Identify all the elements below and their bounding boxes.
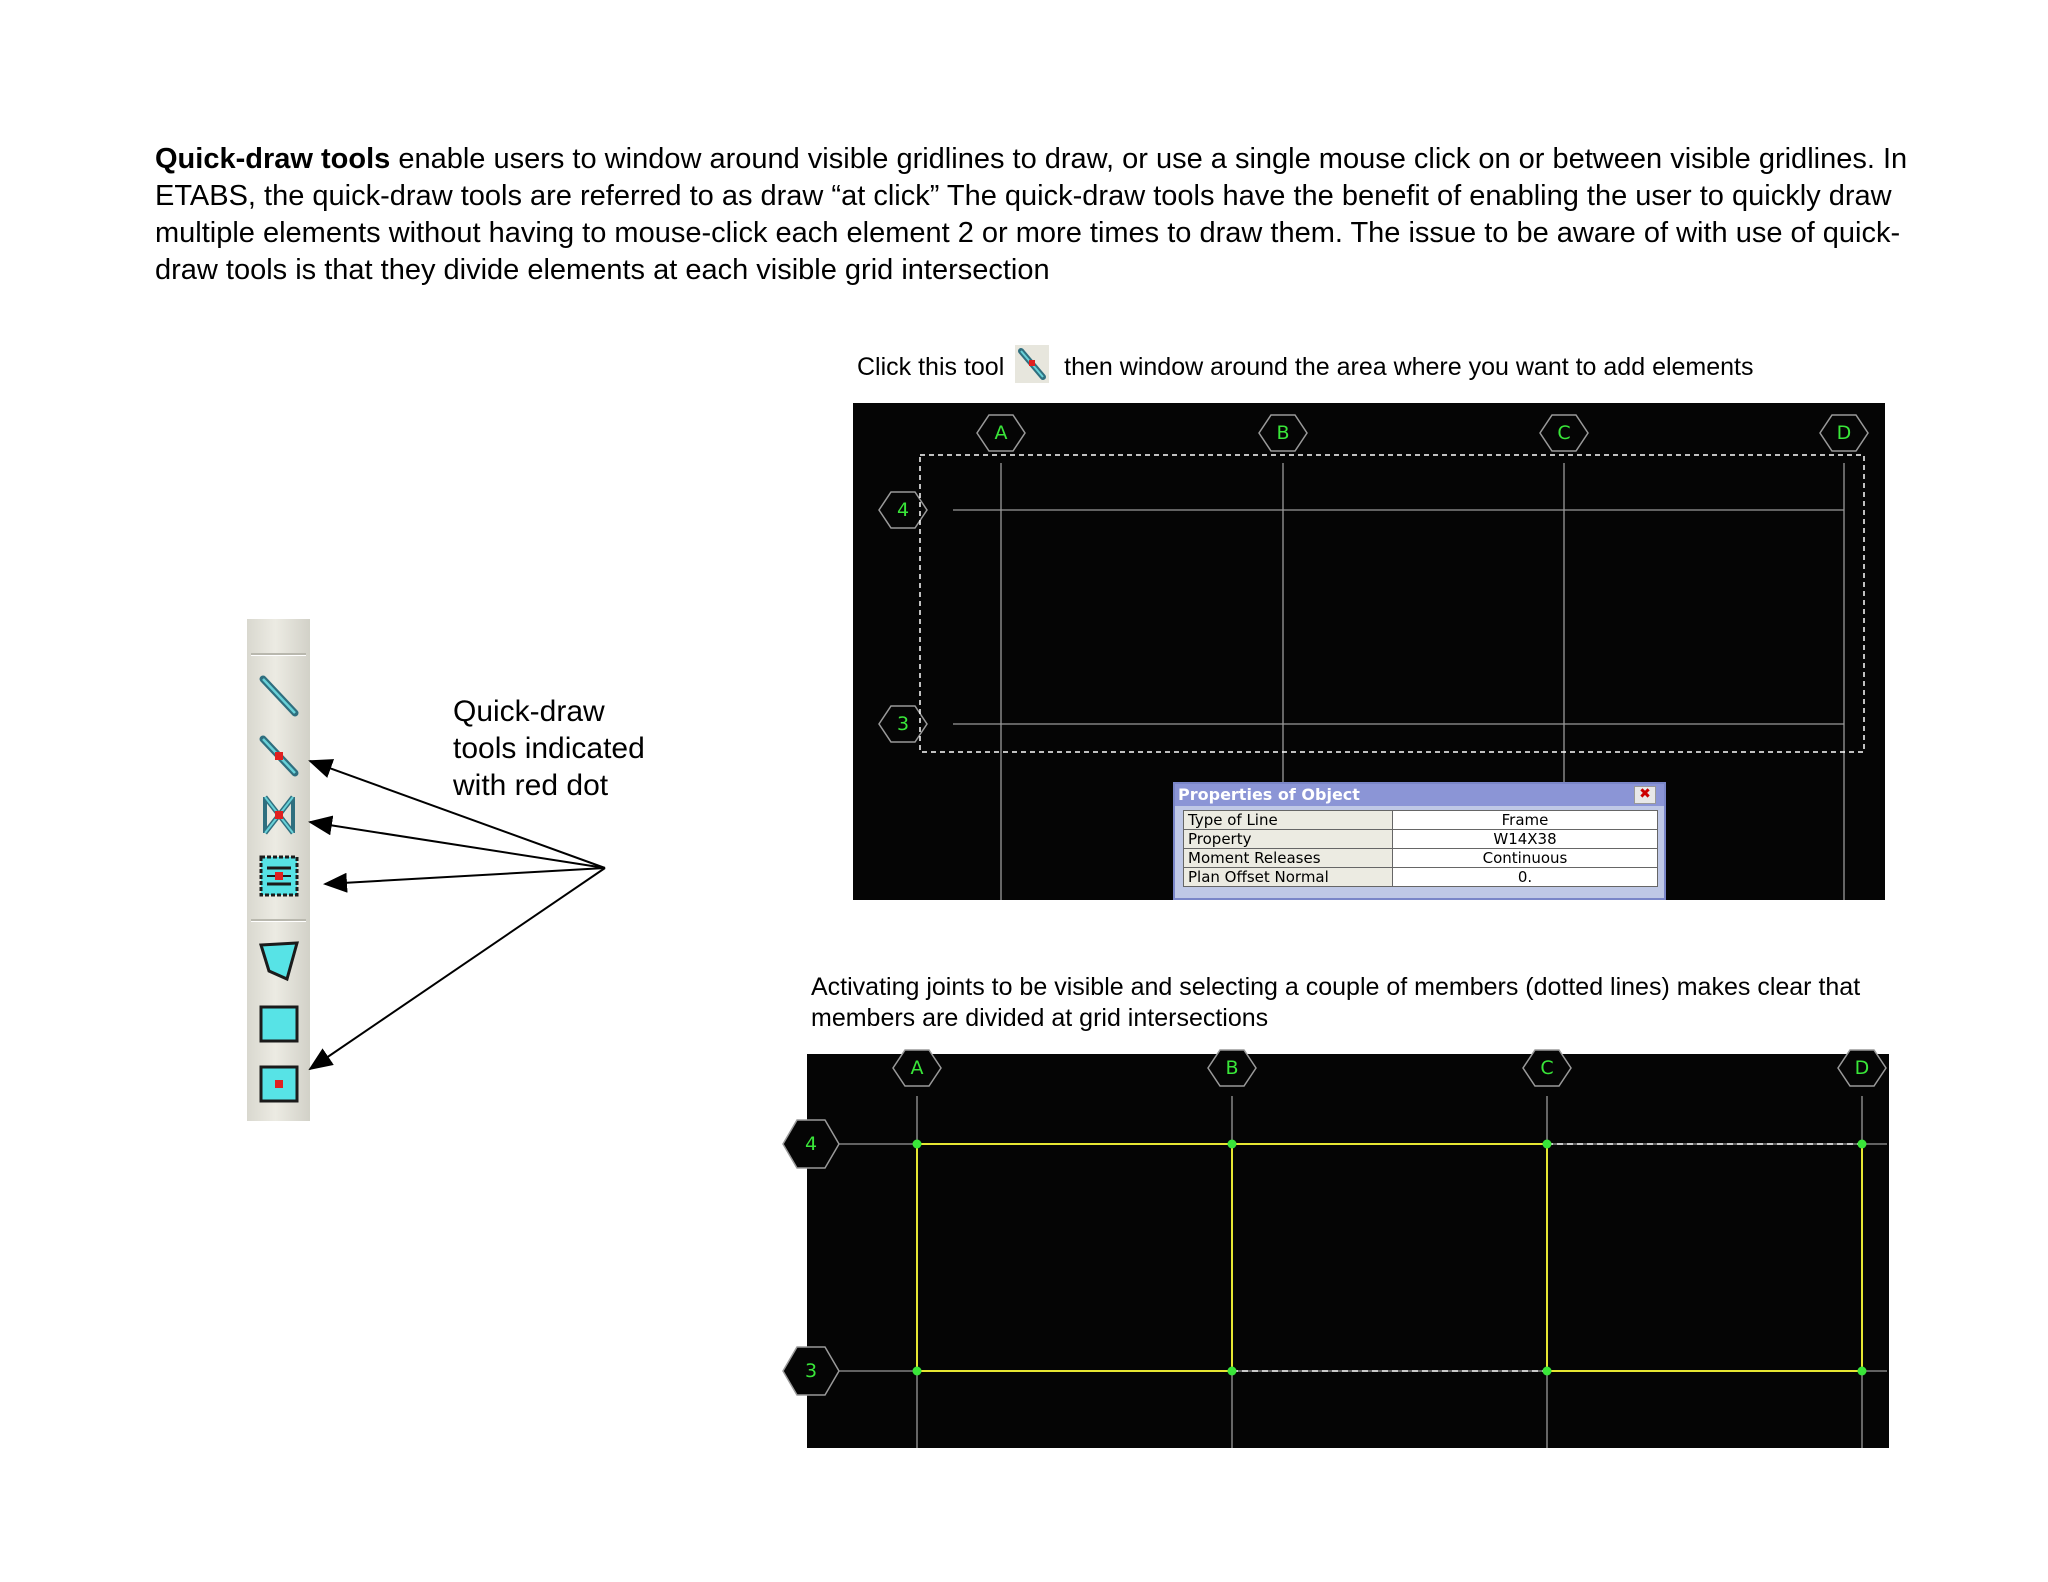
caption-top [857, 349, 1754, 385]
table-row [1184, 868, 1658, 887]
properties-dialog-title-bar[interactable] [1175, 784, 1664, 806]
properties-dialog[interactable] [1173, 782, 1666, 900]
toolbar-separator [251, 919, 306, 922]
plan-view-window-bottom[interactable] [804, 1054, 1889, 1448]
draw-line-at-click-icon[interactable] [257, 731, 301, 779]
draw-area-icon[interactable] [257, 937, 301, 985]
grid-label-row: 3 [804, 1360, 818, 1382]
intro-paragraph [155, 141, 1915, 289]
intro-text: enable users to window around visible gridlines to draw, or use a single mouse click on or between visible gridlines. In ETABS, the quick-draw tools are referred to as draw “at click” The quick-draw tools have the benefit of enabling the user to quickly draw multiple elements without having to mouse-click each element 2 or more times to draw them. The issue to be aware of with use of quick-draw tools is that they divide elements at each visible grid intersection [155, 143, 1908, 286]
quick-draw-label [453, 693, 645, 804]
caption-top-before: Click this tool [857, 353, 1005, 381]
grid-label-col: B [1276, 422, 1290, 444]
grid-label-row: 4 [804, 1133, 818, 1155]
close-button[interactable]: ✖ [1634, 786, 1656, 804]
draw-area-at-click-icon[interactable] [257, 1059, 301, 1107]
grid-label-col: B [1225, 1057, 1239, 1079]
property-value: Continuous [1393, 849, 1658, 868]
plan-view-grid-bottom [807, 1054, 1889, 1448]
property-key: Moment Releases [1184, 849, 1393, 868]
quick-draw-label-line: Quick-draw [453, 695, 605, 728]
grid-label-col: C [1540, 1057, 1554, 1079]
caption-top-after: then window around the area where you want to add elements [1064, 353, 1754, 381]
grid-label-col: D [1854, 1057, 1870, 1079]
draw-rectangular-area-icon[interactable] [257, 999, 301, 1047]
quick-draw-label-line: with red dot [453, 769, 609, 802]
intro-bold-term: Quick-draw tools [155, 143, 391, 175]
grid-label-col: C [1557, 422, 1571, 444]
property-key: Type of Line [1184, 811, 1393, 830]
caption-bottom: Activating joints to be visible and selecting a couple of members (dotted lines) makes clear that members are divided at grid intersections [811, 973, 1861, 1032]
draw-secondary-beams-at-click-icon[interactable] [257, 851, 301, 899]
property-value: W14X38 [1393, 830, 1658, 849]
draw-toolbar [247, 619, 310, 1121]
properties-table [1183, 810, 1658, 887]
grid-label-row: 4 [896, 499, 910, 521]
table-row [1184, 849, 1658, 868]
draw-braces-at-click-icon[interactable] [257, 791, 301, 839]
property-key: Plan Offset Normal [1184, 868, 1393, 887]
grid-label-col: A [994, 422, 1008, 444]
draw-line-icon[interactable] [257, 671, 301, 719]
table-row [1184, 811, 1658, 830]
grid-label-col: A [910, 1057, 924, 1079]
toolbar-separator [251, 653, 306, 656]
properties-dialog-title: Properties of Object [1178, 785, 1360, 804]
grid-label-row: 3 [896, 713, 910, 735]
grid-label-col: D [1836, 422, 1852, 444]
draw-line-at-click-icon [1015, 345, 1049, 383]
quick-draw-label-line: tools indicated [453, 732, 645, 765]
property-value: Frame [1393, 811, 1658, 830]
property-key: Property [1184, 830, 1393, 849]
property-value: 0. [1393, 868, 1658, 887]
table-row [1184, 830, 1658, 849]
